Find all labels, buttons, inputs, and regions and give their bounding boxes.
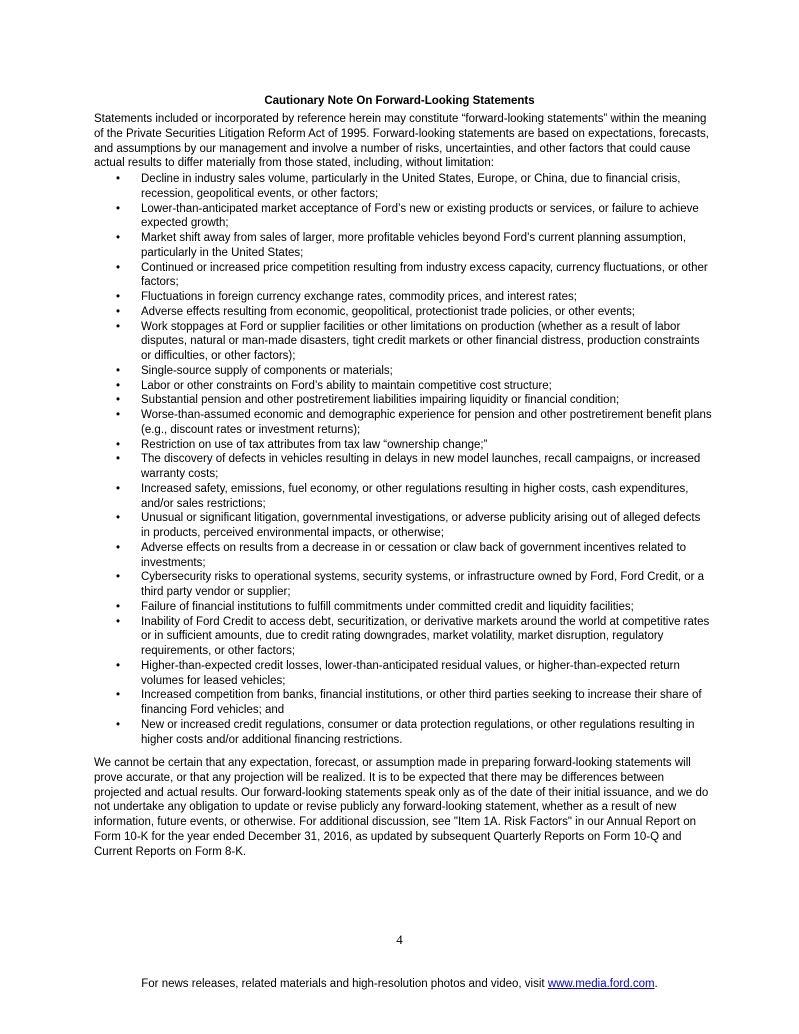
- footer: [0, 977, 799, 991]
- list-item: • Higher-than-expected credit losses, lower-than-anticipated residual values, or higher-than-expected return volumes for leased vehicles;: [94, 659, 712, 689]
- list-item: • Increased competition from banks, financial institutions, or other third parties seeking to increase their share of financing Ford vehicles; and: [94, 688, 712, 718]
- list-item: • Adverse effects resulting from economic, geopolitical, protectionist trade policies, or other events;: [94, 305, 712, 320]
- list-item: • Restriction on use of tax attributes from tax law “ownership change;”: [94, 438, 712, 453]
- list-item: • Lower-than-anticipated market acceptance of Ford’s new or existing products or services, or failure to achieve expected growth;: [94, 202, 712, 232]
- list-item: • Decline in industry sales volume, particularly in the United States, Europe, or China, due to financial crisis, recession, geopolitical events, or other factors;: [94, 172, 712, 202]
- list-item: • The discovery of defects in vehicles resulting in delays in new model launches, recall campaigns, or increased warranty costs;: [94, 452, 712, 482]
- page-number: 4: [396, 932, 403, 947]
- list-item: • Adverse effects on results from a decrease in or cessation or claw back of government incentives related to investments;: [94, 541, 712, 571]
- risk-factor-list: [94, 172, 712, 747]
- list-item: • Fluctuations in foreign currency exchange rates, commodity prices, and interest rates;: [94, 290, 712, 305]
- list-item: • Unusual or significant litigation, governmental investigations, or adverse publicity arising out of alleged defects in products, perceived environmental impacts, or otherwise;: [94, 511, 712, 541]
- list-item: • Worse-than-assumed economic and demographic experience for pension and other postretirement benefit plans (e.g., discount rates or investment returns);: [94, 408, 712, 438]
- list-item: • Substantial pension and other postretirement liabilities impairing liquidity or financial condition;: [94, 393, 712, 408]
- list-item: • Labor or other constraints on Ford’s ability to maintain competitive cost structure;: [94, 379, 712, 394]
- footer-suffix: .: [654, 978, 658, 990]
- document-title: Cautionary Note On Forward-Looking Statements: [264, 95, 535, 107]
- intro-paragraph: Statements included or incorporated by reference herein may constitute “forward-looking statements” within the meaning of the Private Securities Litigation Reform Act of 1995. Forward-looking statements are based on expectations, forecasts, and assumptions by our management and involve a number of risks, uncertainties, and other factors that could cause actual results to differ materially from those stated, including, without limitation:: [94, 113, 709, 170]
- list-item: • Market shift away from sales of larger, more profitable vehicles beyond Ford’s current planning assumption, particularly in the United States;: [94, 231, 712, 261]
- list-item: • Failure of financial institutions to fulfill commitments under committed credit and liquidity facilities;: [94, 600, 712, 615]
- list-item: • Continued or increased price competition resulting from industry excess capacity, currency fluctuations, or other factors;: [94, 261, 712, 291]
- list-item: • Inability of Ford Credit to access debt, securitization, or derivative markets around the world at competitive rates or in sufficient amounts, due to credit rating downgrades, market volatility, market disruption, regulatory requirements, or other factors;: [94, 615, 712, 659]
- footer-text: For news releases, related materials and high-resolution photos and video, visit: [141, 978, 548, 990]
- list-item: • Work stoppages at Ford or supplier facilities or other limitations on production (whether as a result of labor disputes, natural or man-made disasters, tight credit markets or other financial distress, production constraints or difficulties, or other factors);: [94, 320, 712, 364]
- list-item: • Increased safety, emissions, fuel economy, or other regulations resulting in higher costs, cash expenditures, and/or sales restrictions;: [94, 482, 712, 512]
- media-site-link[interactable]: www.media.ford.com: [547, 978, 655, 990]
- list-item: • Cybersecurity risks to operational systems, security systems, or infrastructure owned by Ford, Ford Credit, or a third party vendor or supplier;: [94, 570, 712, 600]
- closing-paragraph: We cannot be certain that any expectation, forecast, or assumption made in preparing forward-looking statements will prove accurate, or that any projection will be realized. It is to be expected that there may be differences between projected and actual results. Our forward-looking statements speak only as of the date of their initial issuance, and we do not undertake any obligation to update or revise publicly any forward-looking statement, whether as a result of new information, future events, or otherwise. For additional discussion, see "Item 1A. Risk Factors" in our Annual Report on Form 10-K for the year ended December 31, 2016, as updated by subsequent Quarterly Reports on Form 10-Q and Current Reports on Form 8-K.: [94, 757, 709, 858]
- list-item: • Single-source supply of components or materials;: [94, 364, 712, 379]
- list-item: • New or increased credit regulations, consumer or data protection regulations, or other regulations resulting in higher costs and/or additional financing restrictions.: [94, 718, 712, 748]
